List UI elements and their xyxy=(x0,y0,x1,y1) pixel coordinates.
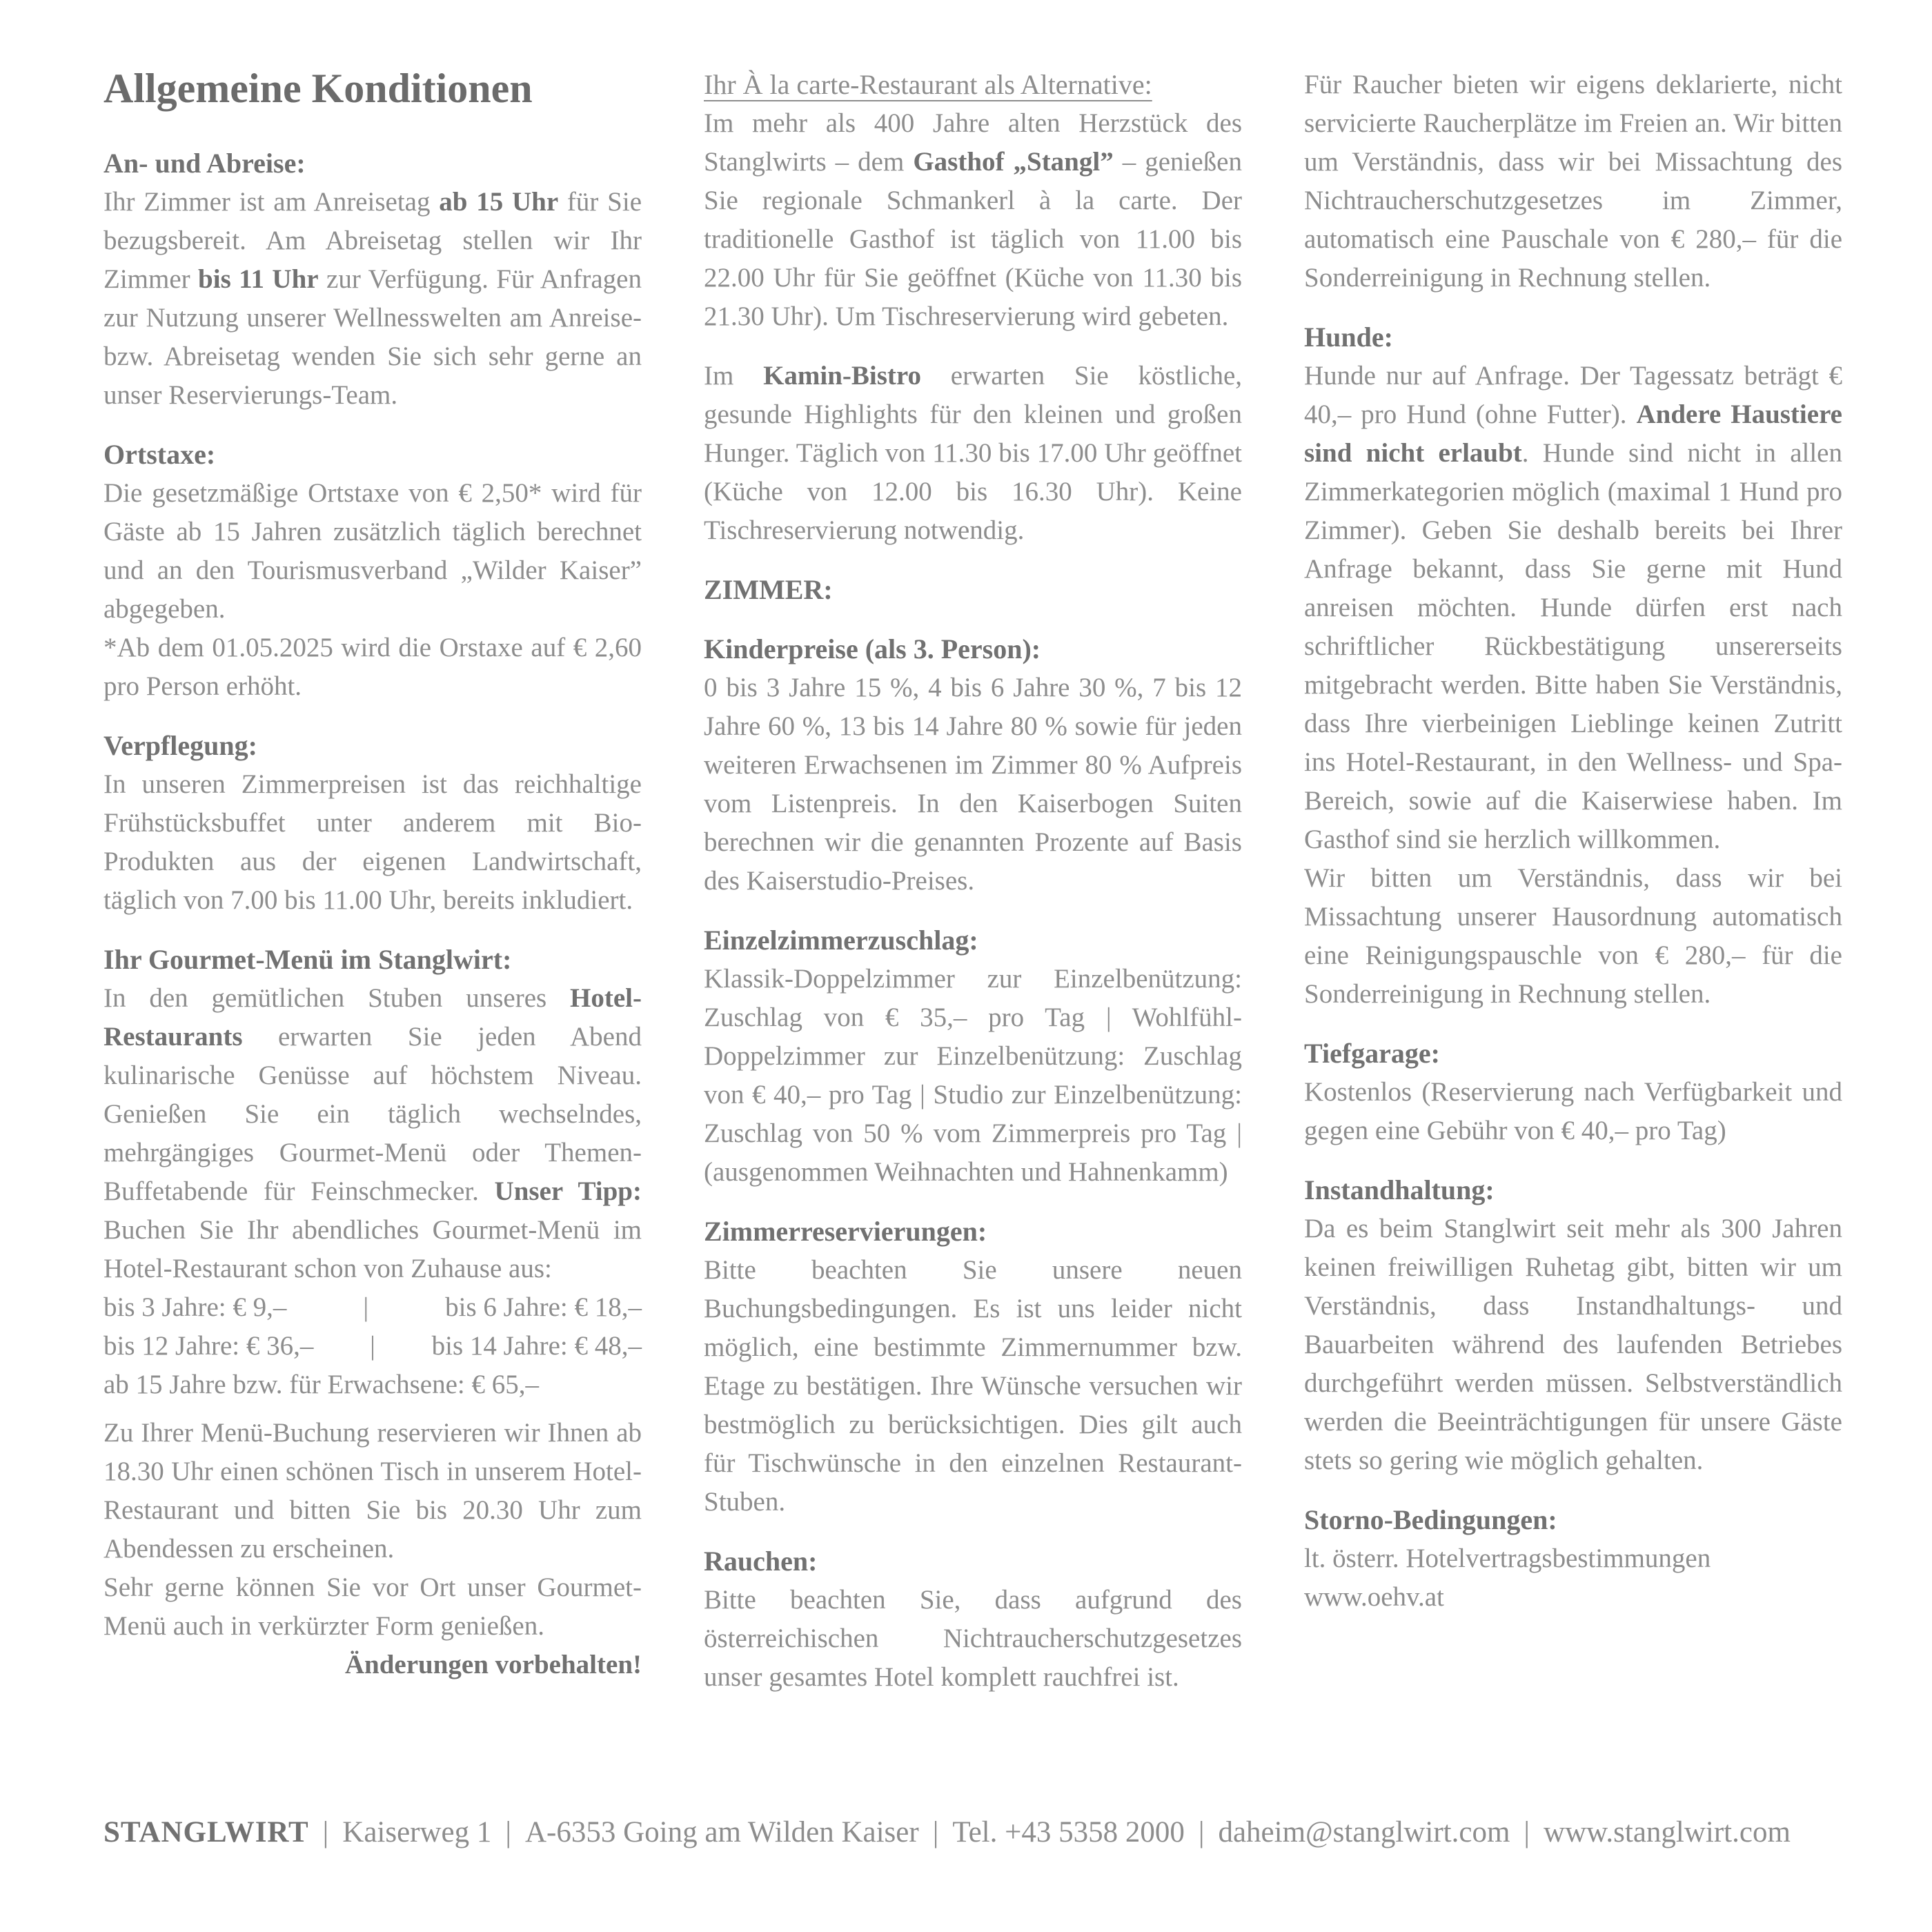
paragraph: Bitte beachten Sie unsere neuen Buchungsbedingungen. Es ist uns leider nicht möglich, eine bestimmte Zimmernummer bzw. Etage zu bestätigen. Ihre Wünsche versuchen wir bestmöglich zu berücksichtigen. Dies gilt auch für Tischwünsche in den einzelnen Restaurant-Stuben. xyxy=(704,1255,1242,1517)
section-heading: Ihr Gourmet-Menü im Stanglwirt: xyxy=(103,944,512,975)
section-heading: Verpflegung: xyxy=(103,730,257,761)
column-1 xyxy=(103,66,642,1697)
footer-address-city: A-6353 Going am Wilden Kaiser xyxy=(525,1816,919,1849)
footer-separator: | xyxy=(932,1816,939,1849)
section-hunde xyxy=(1304,318,1842,1014)
storno-line: www.oehv.at xyxy=(1304,1582,1444,1612)
footer-brand: STANGLWIRT xyxy=(103,1816,309,1849)
column-2 xyxy=(704,66,1242,1697)
section-storno-bedingungen xyxy=(1304,1501,1842,1617)
page xyxy=(103,66,1842,1697)
footer-address-street: Kaiserweg 1 xyxy=(342,1816,492,1849)
section-gourmet-menu xyxy=(103,940,642,1684)
paragraph: Die gesetzmäßige Ortstaxe von € 2,50* wird für Gäste ab 15 Jahren zusätzlich täglich berechnet und an den Tourismusverband „Wilder Kaiser” abgegeben. xyxy=(103,478,642,624)
section-heading: Hunde: xyxy=(1304,322,1393,353)
section-einzelzimmerzuschlag xyxy=(704,921,1242,1192)
paragraph: Hunde nur auf Anfrage. Der Tagessatz beträgt € 40,– pro Hund (ohne Futter). Andere Haustiere sind nicht erlaubt. Hunde sind nicht in allen Zimmerkategorien möglich (maximal 1 Hund pro Zimmer). Geben Sie deshalb bereits bei Ihrer Anfrage bekannt, dass Sie gerne mit Hund anreisen möchten. Hunde dürfen erst nach schriftlicher Rückbestätigung unsererseits mitgebracht werden. Bitte haben Sie Verständnis, dass Ihre vierbeinigen Lieblinge keinen Zutritt ins Hotel-Restaurant, in den Wellness- und Spa-Bereich, sowie auf die Kaiserwiese haben. Im Gasthof sind sie herzlich willkommen. xyxy=(1304,361,1842,854)
price-right: bis 6 Jahre: € 18,– xyxy=(445,1292,642,1322)
section-a-la-carte xyxy=(704,66,1242,336)
paragraph: Sehr gerne können Sie vor Ort unser Gourmet-Menü auch in verkürzter Form genießen. xyxy=(103,1573,642,1641)
paragraph: 0 bis 3 Jahre 15 %, 4 bis 6 Jahre 30 %, 7 bis 12 Jahre 60 %, 13 bis 14 Jahre 80 % sowie für jeden weiteren Erwachsenen im Zimmer 80 % Aufpreis vom Listenpreis. In den Kaiserbogen Suiten berechnen wir die genannten Prozente auf Basis des Kaiserstudio-Preises. xyxy=(704,673,1242,896)
storno-line: lt. österr. Hotelvertragsbestimmungen xyxy=(1304,1544,1711,1573)
paragraph: Kostenlos (Reservierung nach Verfügbarkeit und gegen eine Gebühr von € 40,– pro Tag) xyxy=(1304,1077,1842,1145)
changes-reserved-note: Änderungen vorbehalten! xyxy=(344,1650,642,1679)
paragraph: In den gemütlichen Stuben unseres Hotel-Restaurants erwarten Sie jeden Abend kulinarische Genüsse auf höchstem Niveau. Genießen Sie ein täglich wechselndes, mehrgängiges Gourmet-Menü oder Themen-Buffetabende für Feinschmecker. Unser Tipp: Buchen Sie Ihr abendliches Gourmet-Menü im Hotel-Restaurant schon von Zuhause aus: xyxy=(103,983,642,1283)
section-heading: An- und Abreise: xyxy=(103,148,306,179)
price-separator: | xyxy=(363,1292,369,1322)
paragraph: Klassik-Doppelzimmer zur Einzelbenützung: Zuschlag von € 35,– pro Tag | Wohlfühl-Doppelzimmer zur Einzelbenützung: Zuschlag von € 40,– pro Tag | Studio zur Einzelbenützung: Zuschlag von 50 % vom Zimmerpreis pro Tag | (ausgenommen Weihnachten und Hahnenkamm) xyxy=(704,964,1242,1187)
section-rauchen xyxy=(704,1542,1242,1697)
price-separator: | xyxy=(370,1331,375,1361)
section-ortstaxe xyxy=(103,435,642,706)
section-heading-underlined: Ihr À la carte-Restaurant als Alternative: xyxy=(704,69,1152,100)
section-heading: Kinderpreise (als 3. Person): xyxy=(704,633,1041,664)
section-heading: Einzelzimmerzuschlag: xyxy=(704,925,978,956)
paragraph: Wir bitten um Verständnis, dass wir bei Missachtung unserer Hausordnung automatisch eine Reinigungspauschle von € 280,– für die Sonderreinigung in Rechnung stellen. xyxy=(1304,863,1842,1009)
column-3 xyxy=(1304,66,1842,1697)
section-zimmerreservierungen xyxy=(704,1212,1242,1521)
paragraph: *Ab dem 01.05.2025 wird die Orstaxe auf € 2,60 pro Person erhöht. xyxy=(103,633,642,701)
paragraph: Bitte beachten Sie, dass aufgrund des österreichischen Nichtraucherschutzgesetzes unser gesamtes Hotel komplett rauchfrei ist. xyxy=(704,1585,1242,1692)
section-kinderpreise xyxy=(704,630,1242,900)
columns xyxy=(103,66,1842,1697)
paragraph: Zu Ihrer Menü-Buchung reservieren wir Ihnen ab 18.30 Uhr einen schönen Tisch in unserem Hotel-Restaurant und bitten Sie bis 20.30 Uhr zum Abendessen zu erscheinen. xyxy=(103,1418,642,1564)
paragraph-kamin-bistro: Im Kamin-Bistro erwarten Sie köstliche, gesunde Highlights für den kleinen und großen Hunger. Täglich von 11.30 bis 17.00 Uhr geöffnet (Küche von 12.00 bis 16.30 Uhr). Keine Tischreservierung notwendig. xyxy=(704,361,1243,545)
paragraph: Da es beim Stanglwirt seit mehr als 300 Jahren keinen freiwilligen Ruhetag gibt, bitten wir um Verständnis, dass Instandhaltungs- und Bauarbeiten während des laufenden Betriebes durchgeführt werden müssen. Selbstverständlich werden die Beeinträchtigungen für unsere Gäste stets so gering wie möglich gehalten. xyxy=(1304,1214,1842,1475)
footer-separator: | xyxy=(505,1816,511,1849)
section-an-und-abreise xyxy=(103,144,642,415)
paragraph: Ihr Zimmer ist am Anreisetag ab 15 Uhr für Sie bezugsbereit. Am Abreisetag stellen wir Ihr Zimmer bis 11 Uhr zur Verfügung. Für Anfragen zur Nutzung unserer Wellnesswelten am Anreise- bzw. Abreisetag wenden Sie sich sehr gerne an unser Reservierungs-Team. xyxy=(103,187,642,410)
section-instandhaltung xyxy=(1304,1171,1842,1480)
section-heading: Ortstaxe: xyxy=(103,439,216,470)
price-line xyxy=(103,1288,642,1327)
footer-website: www.stanglwirt.com xyxy=(1544,1816,1791,1849)
section-heading: Instandhaltung: xyxy=(1304,1174,1495,1205)
section-heading: Rauchen: xyxy=(704,1546,818,1577)
footer-separator: | xyxy=(1198,1816,1205,1849)
footer-separator: | xyxy=(322,1816,329,1849)
price-left: bis 3 Jahre: € 9,– xyxy=(103,1292,287,1322)
footer-phone: Tel. +43 5358 2000 xyxy=(952,1816,1185,1849)
footer xyxy=(103,1813,1842,1852)
section-tiefgarage xyxy=(1304,1034,1842,1150)
section-zimmer xyxy=(704,571,1242,609)
price-line xyxy=(103,1327,642,1366)
footer-separator: | xyxy=(1524,1816,1530,1849)
section-verpflegung xyxy=(103,727,642,920)
paragraph: In unseren Zimmerpreisen ist das reichhaltige Frühstücksbuffet unter anderem mit Bio-Produkten aus der eigenen Landwirtschaft, täglich von 7.00 bis 11.00 Uhr, bereits inkludiert. xyxy=(103,769,642,915)
price-right: bis 14 Jahre: € 48,– xyxy=(431,1331,642,1361)
section-heading: Tiefgarage: xyxy=(1304,1038,1440,1069)
paragraph-raucher-fortsetzung: Für Raucher bieten wir eigens deklarierte, nicht servicierte Raucherplätze im Freien an. Wir bitten um Verständnis, dass wir bei Missachtung des Nichtraucherschutzgesetzes im Zimmer, automatisch eine Pauschale von € 280,– für die Sonderreinigung in Rechnung stellen. xyxy=(1304,70,1842,293)
footer-email: daheim@stanglwirt.com xyxy=(1218,1816,1510,1849)
price-line: ab 15 Jahre bzw. für Erwachsene: € 65,– xyxy=(103,1370,539,1399)
section-heading: Zimmerreservierungen: xyxy=(704,1216,987,1247)
section-heading: Storno-Bedingungen: xyxy=(1304,1504,1557,1535)
section-heading: ZIMMER: xyxy=(704,574,833,605)
page-title: Allgemeine Konditionen xyxy=(103,66,533,111)
paragraph: Im mehr als 400 Jahre alten Herzstück des Stanglwirts – dem Gasthof „Stangl” – genießen Sie regionale Schmankerl à la carte. Der traditionelle Gasthof ist täglich von 11.00 bis 22.00 Uhr für Sie geöffnet (Küche von 11.30 bis 21.30 Uhr). Um Tischreservierung wird gebeten. xyxy=(704,108,1242,331)
price-left: bis 12 Jahre: € 36,– xyxy=(103,1331,314,1361)
